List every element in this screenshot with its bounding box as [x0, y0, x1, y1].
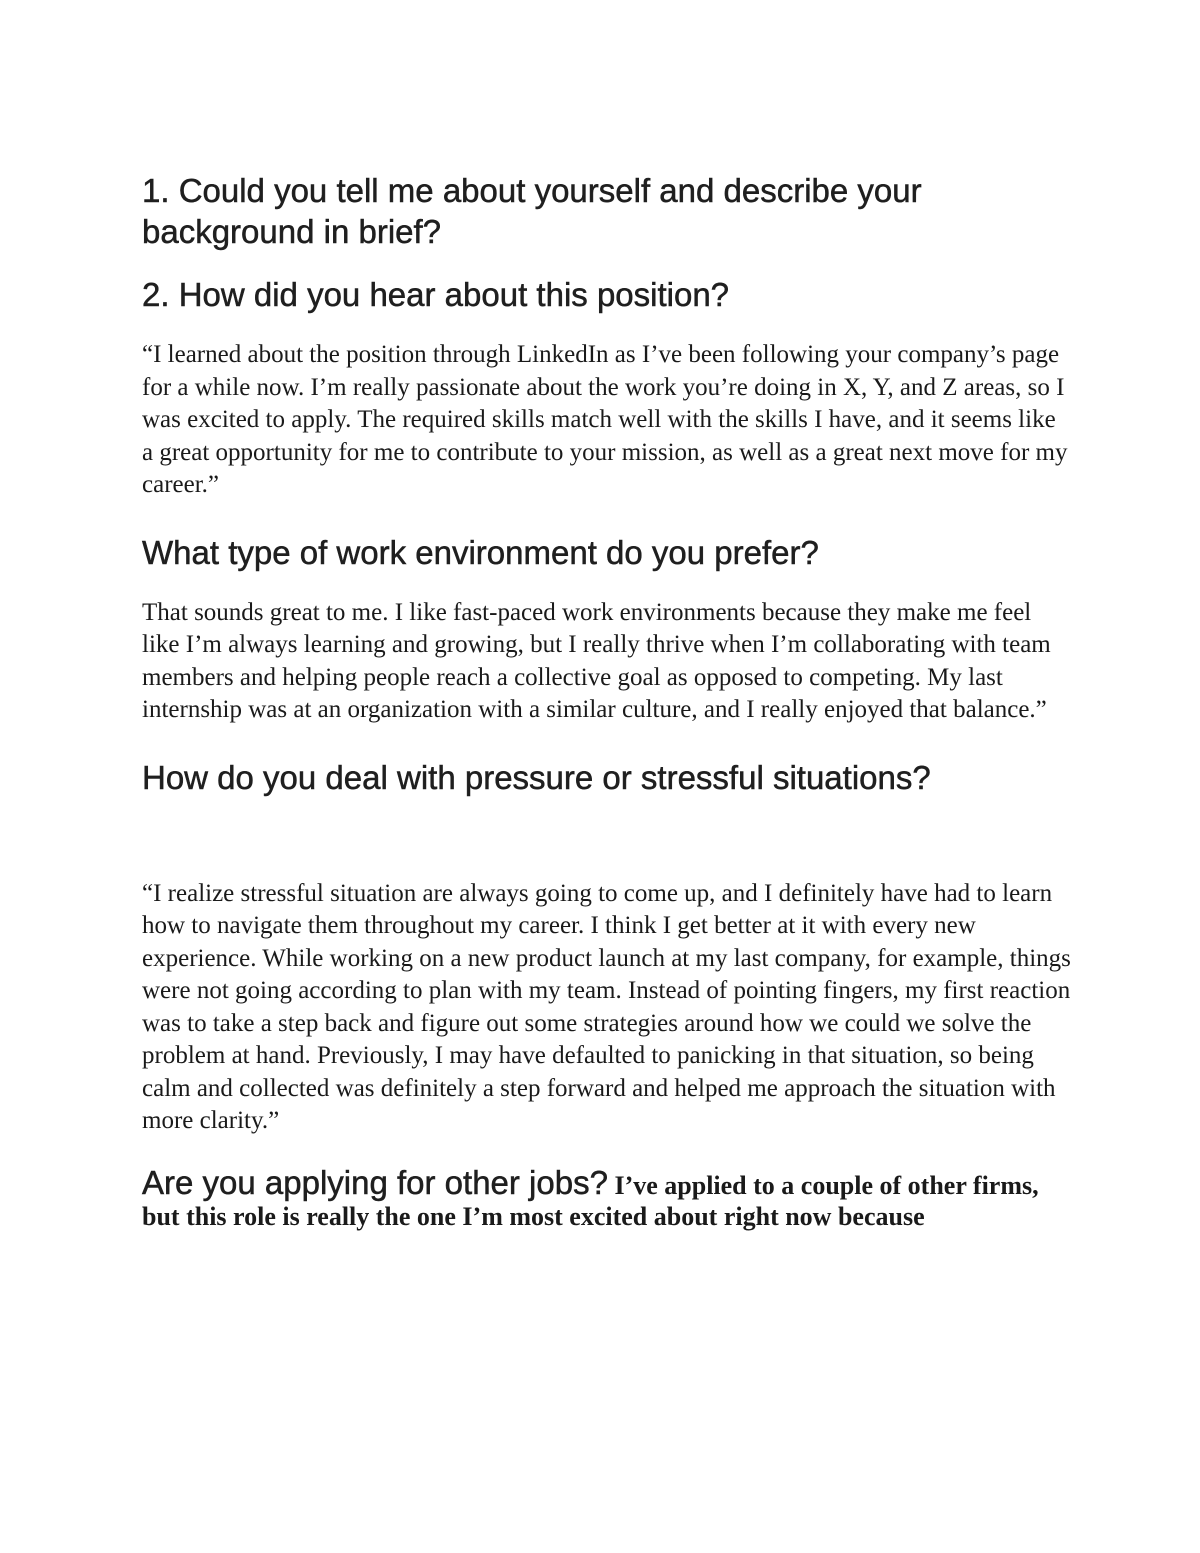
- answer-pressure: “I realize stressful situation are always going to come up, and I definitely have had to learn how to navigate them throughout my career. I think I get better at it with every new experience. While working on a new product launch at my last company, for example, things were not going according to plan with my team. Instead of pointing fingers, my first reaction was to take a step back and figure out some strategies around how we could we solve the problem at hand. Previously, I may have defaulted to panicking in that situation, so being calm and collected was definitely a step forward and helped me approach the situation with more clarity.”: [142, 879, 1071, 1134]
- question-other-jobs: Are you applying for other jobs?: [142, 1163, 608, 1201]
- document-body: [142, 166, 1072, 1233]
- question-pressure: How do you deal with pressure or stressful situations?: [142, 758, 931, 796]
- answer-other-jobs: I’ve applied to a couple of other firms, but this role is really the one I’m most excited about right now because: [142, 1170, 1039, 1231]
- question-about-yourself: 1. Could you tell me about yourself and describe your background in brief?: [142, 172, 922, 250]
- question-how-heard: 2. How did you hear about this position?: [142, 276, 730, 313]
- question-work-environment: What type of work environment do you prefer?: [142, 533, 819, 571]
- question-other-jobs-paragraph: [142, 1163, 1072, 1233]
- answer-how-heard: “I learned about the position through LinkedIn as I’ve been following your company’s page for a while now. I’m really passionate about the work you’re doing in X, Y, and Z areas, so I was excited to apply. The required skills match well with the skills I have, and it seems like a great opportunity for me to contribute to your mission, as well as a great next move for my career.”: [142, 341, 1068, 498]
- answer-work-environment: That sounds great to me. I like fast-paced work environments because they make me feel like I’m always learning and growing, but I really thrive when I’m collaborating with team members and helping people reach a collective goal as opposed to competing. My last internship was at an organization with a similar culture, and I really enjoyed that balance.”: [142, 598, 1051, 723]
